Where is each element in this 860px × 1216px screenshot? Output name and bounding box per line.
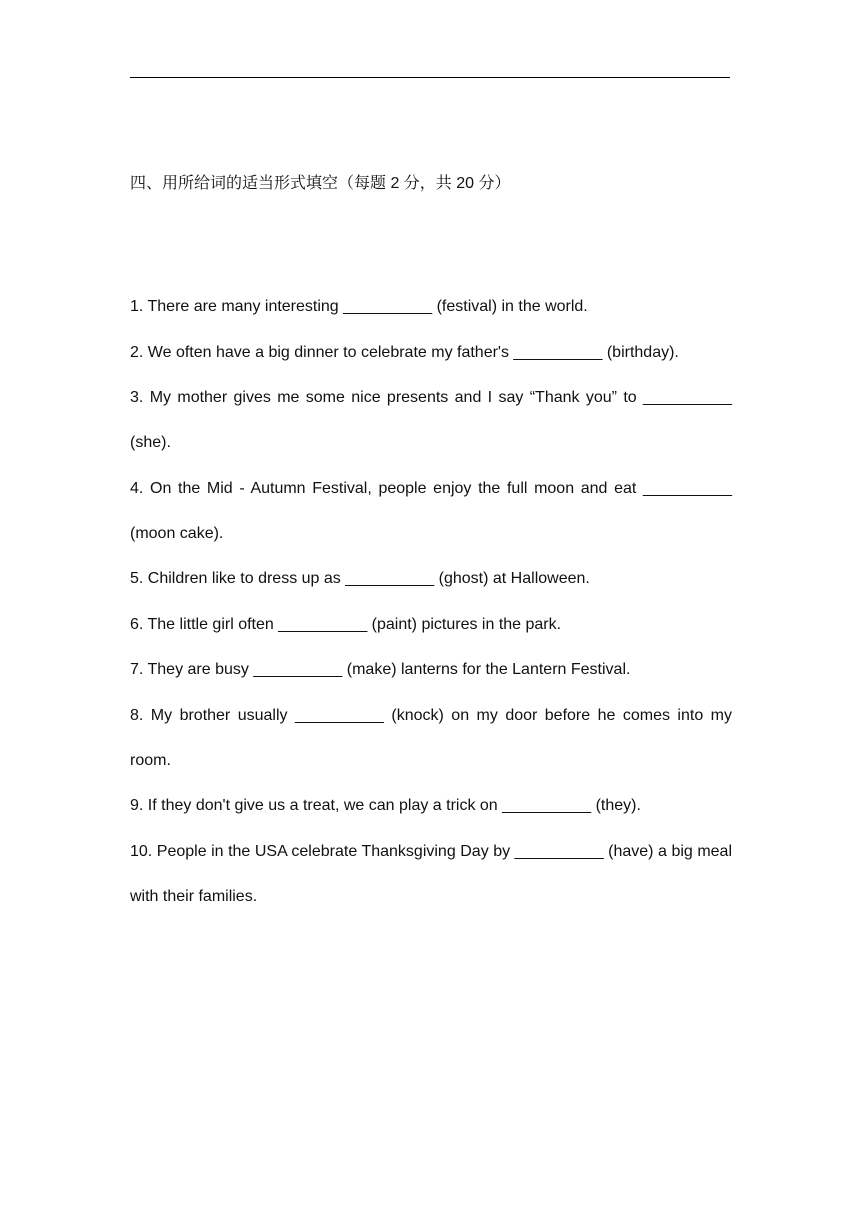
question-5: 5. Children like to dress up as __________ (ghost) at Halloween. xyxy=(130,570,590,587)
question-7: 7. They are busy __________ (make) lanterns for the Lantern Festival. xyxy=(130,661,631,678)
question-8: 8. My brother usually __________ (knock) on my door before he comes into my room. xyxy=(130,706,732,769)
question-1: 1. There are many interesting __________ (festival) in the world. xyxy=(130,298,588,315)
question-10: 10. People in the USA celebrate Thanksgiving Day by __________ (have) a big meal with their families. xyxy=(130,842,732,905)
question-6: 6. The little girl often __________ (paint) pictures in the park. xyxy=(130,615,562,633)
question-list xyxy=(130,284,732,930)
question-9: 9. If they don't give us a treat, we can play a trick on __________ (they). xyxy=(130,797,641,814)
question-3: 3. My mother gives me some nice presents and I say “Thank you” to __________ (she). xyxy=(130,389,732,451)
header-rule xyxy=(130,77,730,78)
section-title: 四、用所给词的适当形式填空（每题 2 分，共 20 分） xyxy=(130,175,511,192)
question-4: 4. On the Mid - Autumn Festival, people enjoy the full moon and eat __________ (moon cake). xyxy=(130,479,732,542)
question-2: 2. We often have a big dinner to celebrate my father's __________ (birthday). xyxy=(130,343,679,361)
